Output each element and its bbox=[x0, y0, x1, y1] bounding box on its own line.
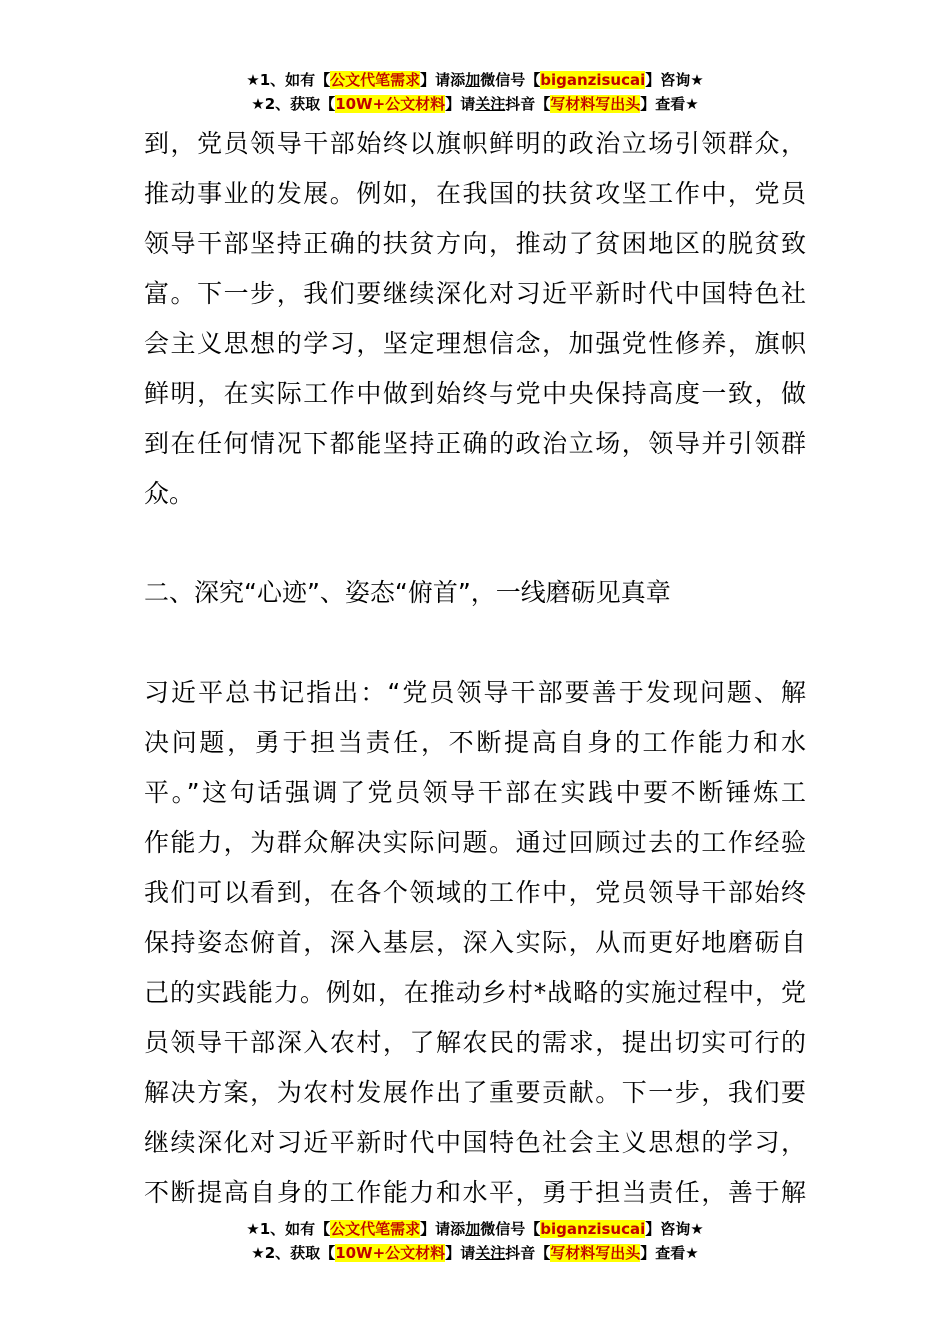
header-banner-line-1 bbox=[0, 68, 950, 92]
banner-text: 抖音【 bbox=[505, 1244, 551, 1262]
underlined-text: 加 bbox=[465, 1220, 481, 1238]
highlight-service: 公文代笔需求 bbox=[330, 1220, 421, 1238]
paragraph-line: 习近平总书记指出：“党员领导干部要善于发现问题、解 bbox=[144, 678, 806, 707]
paragraph-line: 富。下一步，我们要继续深化对习近平新时代中国特色社 bbox=[144, 279, 806, 308]
banner-text: 抖音【 bbox=[505, 95, 551, 113]
paragraph-2 bbox=[144, 668, 806, 1218]
paragraph-1 bbox=[144, 119, 806, 519]
paragraph-line: 平。”这句话强调了党员领导干部在实践中要不断锤炼工 bbox=[144, 778, 806, 807]
paragraph-line: 会主义思想的学习，坚定理想信念，加强党性修养，旗帜 bbox=[144, 329, 806, 358]
banner-text: 微信号【 bbox=[480, 71, 541, 89]
banner-prefix: ★1、如有【 bbox=[246, 1220, 331, 1238]
paragraph-line: 领导干部坚持正确的扶贫方向，推动了贫困地区的脱贫致 bbox=[144, 229, 806, 258]
banner-prefix: ★2、获取【 bbox=[251, 1244, 336, 1262]
section-heading bbox=[144, 568, 806, 618]
banner-text: 】请添 bbox=[420, 71, 466, 89]
paragraph-line: 解决方案，为农村发展作出了重要贡献。下一步，我们要 bbox=[144, 1078, 806, 1107]
paragraph-line: 不断提高自身的工作能力和水平，勇于担当责任，善于解 bbox=[144, 1178, 806, 1207]
highlight-douyin-account: 写材料写出头 bbox=[550, 1244, 641, 1262]
banner-text: 】请 bbox=[445, 1244, 476, 1262]
banner-suffix: 】查看★ bbox=[640, 95, 699, 113]
banner-prefix: ★2、获取【 bbox=[251, 95, 336, 113]
footer-banner bbox=[0, 1217, 950, 1265]
paragraph-line: 到，党员领导干部始终以旗帜鲜明的政治立场引领群众， bbox=[144, 129, 806, 158]
banner-prefix: ★1、如有【 bbox=[246, 71, 331, 89]
paragraph-line: 员领导干部深入农村，了解农民的需求，提出切实可行的 bbox=[144, 1028, 806, 1057]
banner-text: 微信号【 bbox=[480, 1220, 541, 1238]
paragraph-line: 到在任何情况下都能坚持正确的政治立场，领导并引领群 bbox=[144, 429, 806, 458]
highlight-materials: 10W+公文材料 bbox=[335, 1244, 446, 1262]
underlined-text: 关注 bbox=[475, 95, 506, 113]
highlight-wechat-id: biganzisucai bbox=[540, 1220, 646, 1238]
header-banner-line-2 bbox=[0, 92, 950, 116]
paragraph-line: 众。 bbox=[144, 479, 195, 508]
banner-text: 】请添 bbox=[420, 1220, 466, 1238]
paragraph-line: 保持姿态俯首，深入基层，深入实际，从而更好地磨砺自 bbox=[144, 928, 806, 957]
highlight-wechat-id: biganzisucai bbox=[540, 71, 646, 89]
paragraph-line: 继续深化对习近平新时代中国特色社会主义思想的学习， bbox=[144, 1128, 806, 1157]
header-banner bbox=[0, 68, 950, 116]
highlight-douyin-account: 写材料写出头 bbox=[550, 95, 641, 113]
section-heading-text: 二、深究“心迹”、姿态“俯首”，一线磨砺见真章 bbox=[144, 578, 671, 607]
paragraph-line: 作能力，为群众解决实际问题。通过回顾过去的工作经验 bbox=[144, 828, 806, 857]
footer-banner-line-1 bbox=[0, 1217, 950, 1241]
paragraph-line: 己的实践能力。例如，在推动乡村*战略的实施过程中，党 bbox=[144, 978, 806, 1007]
banner-suffix: 】咨询★ bbox=[645, 71, 704, 89]
paragraph-line: 推动事业的发展。例如，在我国的扶贫攻坚工作中，党员 bbox=[144, 179, 806, 208]
highlight-service: 公文代笔需求 bbox=[330, 71, 421, 89]
paragraph-line: 我们可以看到，在各个领域的工作中，党员领导干部始终 bbox=[144, 878, 806, 907]
underlined-text: 加 bbox=[465, 71, 481, 89]
paragraph-line: 决问题，勇于担当责任，不断提高自身的工作能力和水 bbox=[144, 728, 806, 757]
banner-suffix: 】咨询★ bbox=[645, 1220, 704, 1238]
underlined-text: 关注 bbox=[475, 1244, 506, 1262]
banner-text: 】请 bbox=[445, 95, 476, 113]
paragraph-line: 鲜明，在实际工作中做到始终与党中央保持高度一致，做 bbox=[144, 379, 806, 408]
banner-suffix: 】查看★ bbox=[640, 1244, 699, 1262]
footer-banner-line-2 bbox=[0, 1241, 950, 1265]
highlight-materials: 10W+公文材料 bbox=[335, 95, 446, 113]
